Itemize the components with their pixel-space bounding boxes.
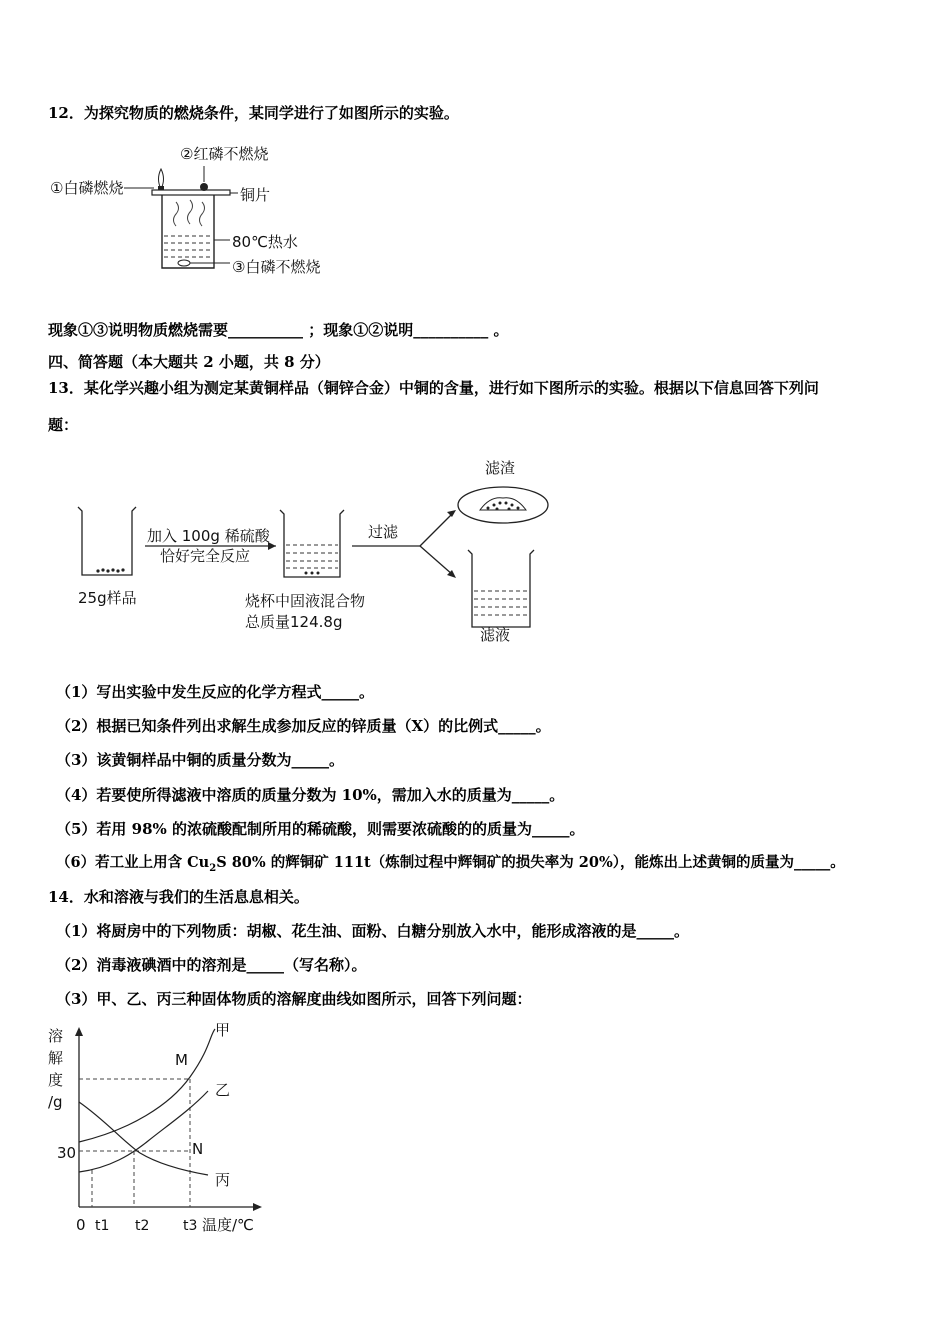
y-axis-label-3: 度 [48,1071,64,1089]
y-axis-label-4: /g [48,1093,63,1111]
x-tick-t3: t3 [183,1218,198,1234]
label-add-acid-1: 加入 100g 稀硫酸 [147,527,270,545]
x-axis-label: 温度/℃ [202,1216,254,1234]
q14-item-3: （3）甲、乙、丙三种固体物质的溶解度曲线如图所示，回答下列问题： [56,990,532,1008]
x-tick-t2: t2 [135,1218,150,1234]
q14-title: 14．水和溶液与我们的生活息息相关。 [48,888,309,906]
q13-item-1: （1）写出实验中发生反应的化学方程式_____。 [56,683,374,701]
label-mixture-2: 总质量124.8g [245,613,343,631]
curve-yi [79,1091,208,1172]
label-white-phosphorus-burning: ①白磷燃烧 [50,179,124,197]
point-label-m: M [175,1051,188,1069]
label-filtrate: 滤液 [480,626,511,644]
q13-item-6-after: S 80% 的辉铜矿 111t（炼制过程中辉铜矿的损失率为 20%），能炼出上述黄铜的质量为_____。 [216,854,845,871]
q13-intro-line1: 13．某化学兴趣小组为测定某黄铜样品（铜锌合金）中铜的含量，进行如下图所示的实验。根据以下信息回答下列问 [48,379,819,397]
y-axis-label-2: 解 [48,1049,64,1067]
label-residue: 滤渣 [485,459,516,477]
label-add-acid-2: 恰好完全反应 [160,547,251,565]
q13-item-5: （5）若用 98% 的浓硫酸配制所用的稀硫酸，则需要浓硫酸的的质量为_____。 [56,820,585,838]
q13-item-3: （3）该黄铜样品中铜的质量分数为_____。 [56,751,344,769]
label-hot-water: 80℃热水 [232,233,298,251]
y-tick-30: 30 [57,1144,77,1162]
curve-bing [79,1102,208,1175]
q14-item-2: （2）消毒液碘酒中的溶剂是_____（写名称）。 [56,956,367,974]
section-heading: 四、简答题（本大题共 2 小题，共 8 分） [48,353,330,371]
x-tick-t1: t1 [95,1218,110,1234]
label-mixture-1: 烧杯中固液混合物 [245,592,366,610]
q12-fill-line: 现象①③说明物质燃烧需要__________ ；现象①②说明__________ 。 [48,321,509,339]
q14-item-1: （1）将厨房中的下列物质：胡椒、花生油、面粉、白糖分别放入水中，能形成溶液的是_____。 [56,922,689,940]
label-sample: 25g样品 [78,589,137,607]
q13-item-6-before: （6）若工业上用含 Cu [56,854,210,871]
curve-label-jia: 甲 [215,1021,231,1039]
q13-intro-line2: 题： [48,416,79,434]
q13-item-6 [56,853,910,879]
q12-title: 12．为探究物质的燃烧条件，某同学进行了如图所示的实验。 [48,104,459,122]
label-filter: 过滤 [368,523,399,541]
x-origin-label: 0 [76,1216,86,1234]
y-axis-label-1: 溶 [48,1027,64,1045]
curve-label-bing: 丙 [215,1171,231,1189]
label-copper-sheet: 铜片 [240,186,271,204]
point-label-n: N [192,1140,204,1158]
q13-item-2: （2）根据已知条件列出求解生成参加反应的锌质量（X）的比例式_____。 [56,717,551,735]
label-red-phosphorus: ②红磷不燃烧 [180,145,269,163]
curve-label-yi: 乙 [215,1081,231,1099]
q13-item-6-subscript: 2 [209,862,217,874]
solubility-curves [50,1025,270,1225]
q13-item-4: （4）若要使所得滤液中溶质的质量分数为 10%，需加入水的质量为_____。 [56,786,565,804]
label-white-phosphorus-water: ③白磷不燃烧 [232,258,321,276]
curve-jia [79,1029,215,1142]
